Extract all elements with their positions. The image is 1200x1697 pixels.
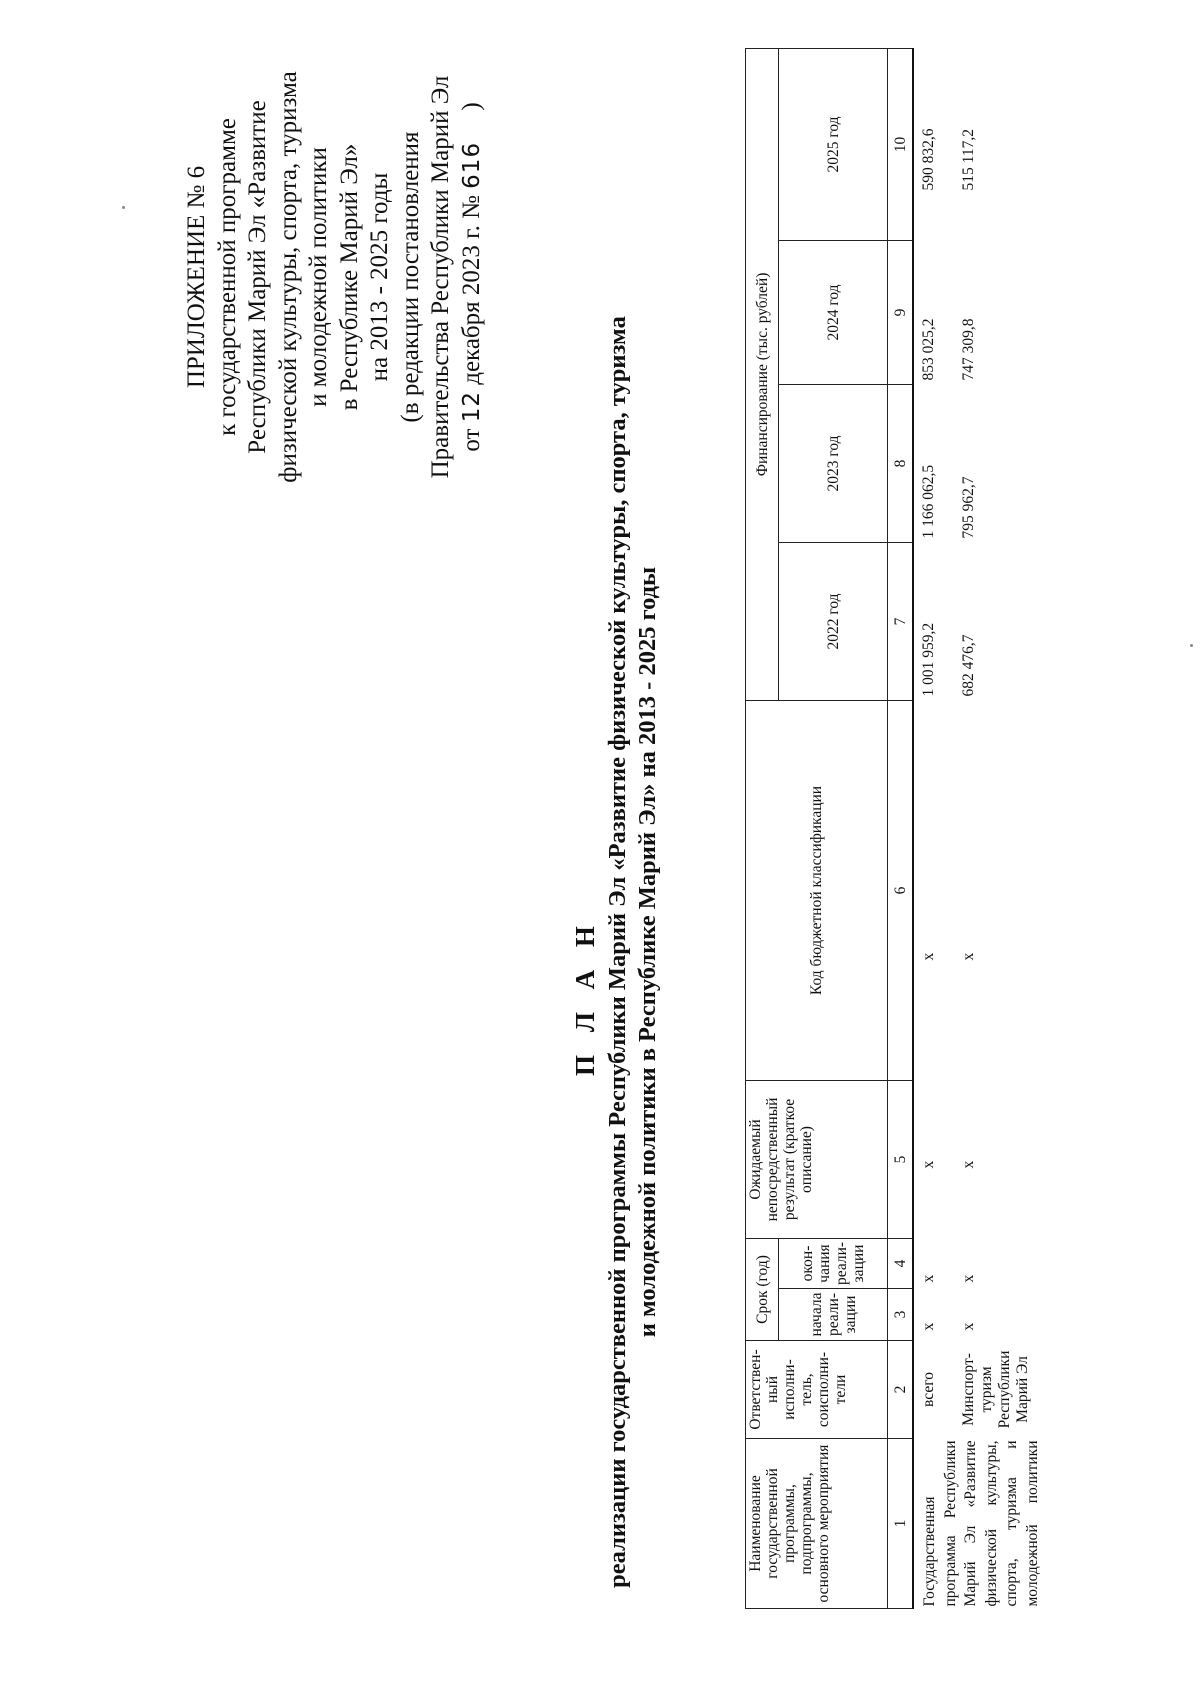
financing-2023-cell: 795 962,7 bbox=[959, 476, 977, 539]
appendix-line: Правительства Республики Марий Эл bbox=[427, 75, 454, 479]
column-number: 6 bbox=[888, 700, 914, 1080]
column-number: 9 bbox=[888, 240, 914, 384]
date-rest: декабря 2023 г. № bbox=[457, 195, 485, 385]
responsible-cell: Минспорт-туризм Республики Марий Эл bbox=[959, 1350, 1031, 1429]
appendix-heading: ПРИЛОЖЕНИЕ № 6 bbox=[183, 165, 210, 389]
budget-code-cell: x bbox=[920, 952, 937, 961]
appendix-line: и молодежной политики bbox=[305, 147, 332, 407]
financing-2024-cell: 853 025,2 bbox=[920, 318, 937, 381]
term-start-cell: x bbox=[920, 1322, 937, 1331]
decree-number-handwritten: 616 bbox=[458, 141, 485, 189]
scan-speck bbox=[1190, 644, 1193, 647]
plan-title: П Л А Н bbox=[570, 918, 600, 1076]
financing-2023-cell: 1 166 062,5 bbox=[920, 464, 937, 539]
header-term: Срок (год) bbox=[746, 1238, 779, 1340]
column-number: 2 bbox=[888, 1341, 914, 1439]
financing-2022-cell: 1 001 959,2 bbox=[920, 622, 937, 697]
expected-result-cell: x bbox=[920, 1160, 937, 1169]
header-year-2023: 2023 год bbox=[779, 384, 888, 542]
closing-parenthesis: ) bbox=[457, 102, 485, 111]
header-year-2024: 2024 год bbox=[779, 240, 888, 384]
header-year-2022: 2022 год bbox=[779, 542, 888, 700]
table-row-minsport bbox=[954, 48, 1043, 1608]
column-number-row bbox=[888, 48, 914, 1608]
appendix-line: физической культуры, спорта, туризма bbox=[274, 71, 302, 483]
plan-subtitle-line: и молодежной политики в Республике Марий Эл» на 2013 - 2025 годы bbox=[634, 566, 661, 1338]
financing-2024-cell: 747 309,8 bbox=[959, 318, 977, 381]
financing-2025-cell: 590 832,6 bbox=[920, 128, 937, 191]
appendix-date-line bbox=[457, 57, 488, 497]
financing-2022-cell: 682 476,7 bbox=[959, 634, 977, 697]
scan-speck bbox=[122, 206, 125, 209]
column-number: 5 bbox=[888, 1080, 914, 1238]
expected-result-cell: x bbox=[959, 1160, 977, 1169]
program-name-cell: Государственная программа Республики Марий Эл «Развитие физической культуры, спорта, туризма и молодежной политики bbox=[921, 1440, 1041, 1607]
column-number: 7 bbox=[888, 542, 914, 700]
appendix-line: к государственной программе bbox=[213, 118, 241, 436]
column-number: 3 bbox=[888, 1289, 914, 1341]
date-prefix: от bbox=[457, 428, 485, 452]
header-expected-result: Ожидаемый непосредственный результат (краткое описание) bbox=[746, 1080, 888, 1238]
header-term-end: окон-чания реали-зации bbox=[779, 1238, 888, 1288]
appendix-line: (в редакции постановления bbox=[396, 131, 424, 423]
column-number: 1 bbox=[888, 1439, 914, 1609]
column-number: 10 bbox=[888, 48, 914, 240]
term-end-cell: x bbox=[959, 1274, 977, 1283]
header-year-2025: 2025 год bbox=[779, 48, 888, 240]
plan-subtitle-line: реализации государственной программы Республики Марий Эл «Развитие физической культуры, спорта, туризма bbox=[604, 316, 631, 1588]
column-number: 8 bbox=[888, 384, 914, 542]
appendix-line: Республики Марий Эл «Развитие bbox=[244, 100, 271, 454]
column-number: 4 bbox=[888, 1238, 914, 1288]
appendix-line: в Республике Марий Эл» bbox=[335, 143, 363, 411]
header-financing: Финансирование (тыс. рублей) bbox=[746, 48, 779, 700]
header-responsible: Ответствен-ный исполни-тель, соисполни-тели bbox=[746, 1341, 888, 1439]
header-budget-code: Код бюджетной классификации bbox=[746, 700, 888, 1080]
responsible-cell: всего bbox=[920, 1372, 937, 1407]
plan-table bbox=[745, 48, 1043, 1609]
header-name: Наименование государственной программы, подпрограммы, основного мероприятия bbox=[746, 1439, 888, 1609]
appendix-block bbox=[182, 57, 487, 497]
term-start-cell: x bbox=[959, 1322, 977, 1331]
term-end-cell: x bbox=[920, 1274, 937, 1283]
header-term-start: начала реали-зации bbox=[779, 1289, 888, 1341]
appendix-line: на 2013 - 2025 годы bbox=[366, 172, 393, 382]
financing-2025-cell: 515 117,2 bbox=[959, 129, 977, 191]
plan-subtitle bbox=[603, 247, 663, 1657]
budget-code-cell: x bbox=[959, 952, 977, 961]
table-row-total bbox=[913, 48, 954, 1608]
date-day-handwritten: 12 bbox=[458, 391, 485, 423]
